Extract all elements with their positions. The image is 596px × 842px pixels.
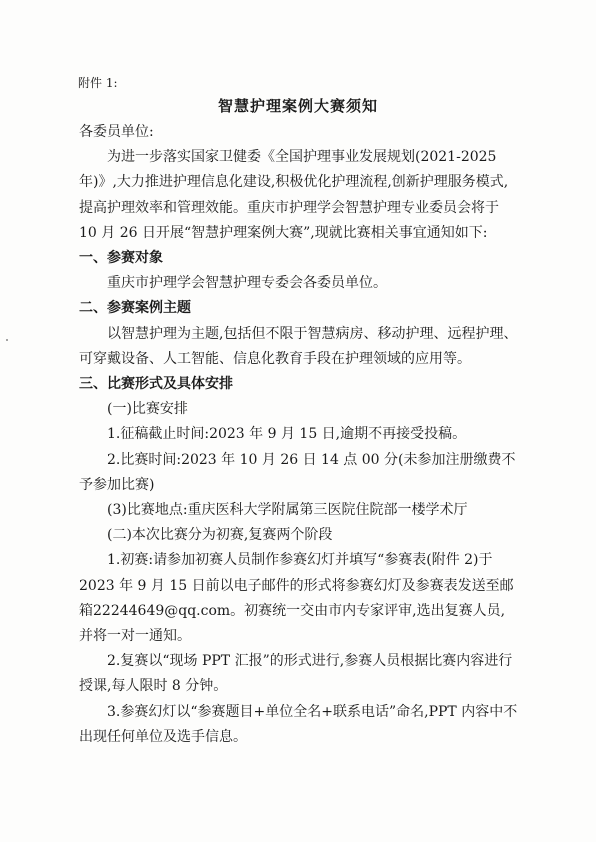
subsection-stages: (二)本次比赛分为初赛,复赛两个阶段 (107, 527, 333, 544)
document-title: 智慧护理案例大赛须知 (217, 97, 378, 115)
scan-speck (6, 339, 8, 341)
time-item: 2.比赛时间:2023 年 10 月 26 日 14 点 00 分(未参加注册缴费不予参加比赛) (79, 451, 516, 493)
document-body (79, 120, 519, 750)
location-item: (3)比赛地点:重庆医科大学附属第三医院住院部一楼学术厅 (107, 502, 468, 519)
stage-final: 2.复赛以“现场 PPT 汇报”的形式进行,参赛人员根据比赛内容进行授课,每人限时 8 分钟。 (79, 653, 513, 695)
stage-preliminary: 1.初赛:请参加初赛人员制作参赛幻灯并填写“参赛表(附件 2)于2023 年 9 月 15 日前以电子邮件的形式将参赛幻灯及参赛表发送至邮箱22244649@qq.com。初赛统一交由市内专家评审,选出复赛人员,并将一对一通知。 (79, 552, 514, 645)
section-text-1: 重庆市护理学会智慧护理专委会各委员单位。 (107, 275, 387, 292)
stage-naming-rule: 3.参赛幻灯以“参赛题目+单位全名+联系电话”命名,PPT 内容中不出现任何单位及选手信息。 (79, 703, 518, 745)
section-text-2: 以智慧护理为主题,包括但不限于智慧病房、移动护理、远程护理、可穿戴设备、人工智能、信息化教育手段在护理领域的应用等。 (79, 325, 518, 367)
section-heading-1: 一、参赛对象 (79, 250, 163, 267)
section-heading-3: 三、比赛形式及具体安排 (79, 376, 233, 393)
salutation: 各委员单位: (79, 124, 154, 140)
subsection-arrangement: (一)比赛安排 (107, 401, 188, 418)
intro-paragraph: 为进一步落实国家卫健委《全国护理事业发展规划(2021-2025年)》,大力推进护理信息化建设,积极优化护理流程,创新护理服务模式,提高护理效率和管理效能。重庆市护理学会智慧护理专业委员会将于 10 月 26 日开展“智慧护理案例大赛”,现就比赛相关事宜通知如下: (79, 149, 509, 241)
attachment-label: 附件 1: (78, 76, 118, 90)
section-heading-2: 二、参赛案例主题 (79, 300, 191, 317)
deadline-item: 1.征稿截止时间:2023 年 9 月 15 日,逾期不再接受投稿。 (107, 426, 467, 443)
